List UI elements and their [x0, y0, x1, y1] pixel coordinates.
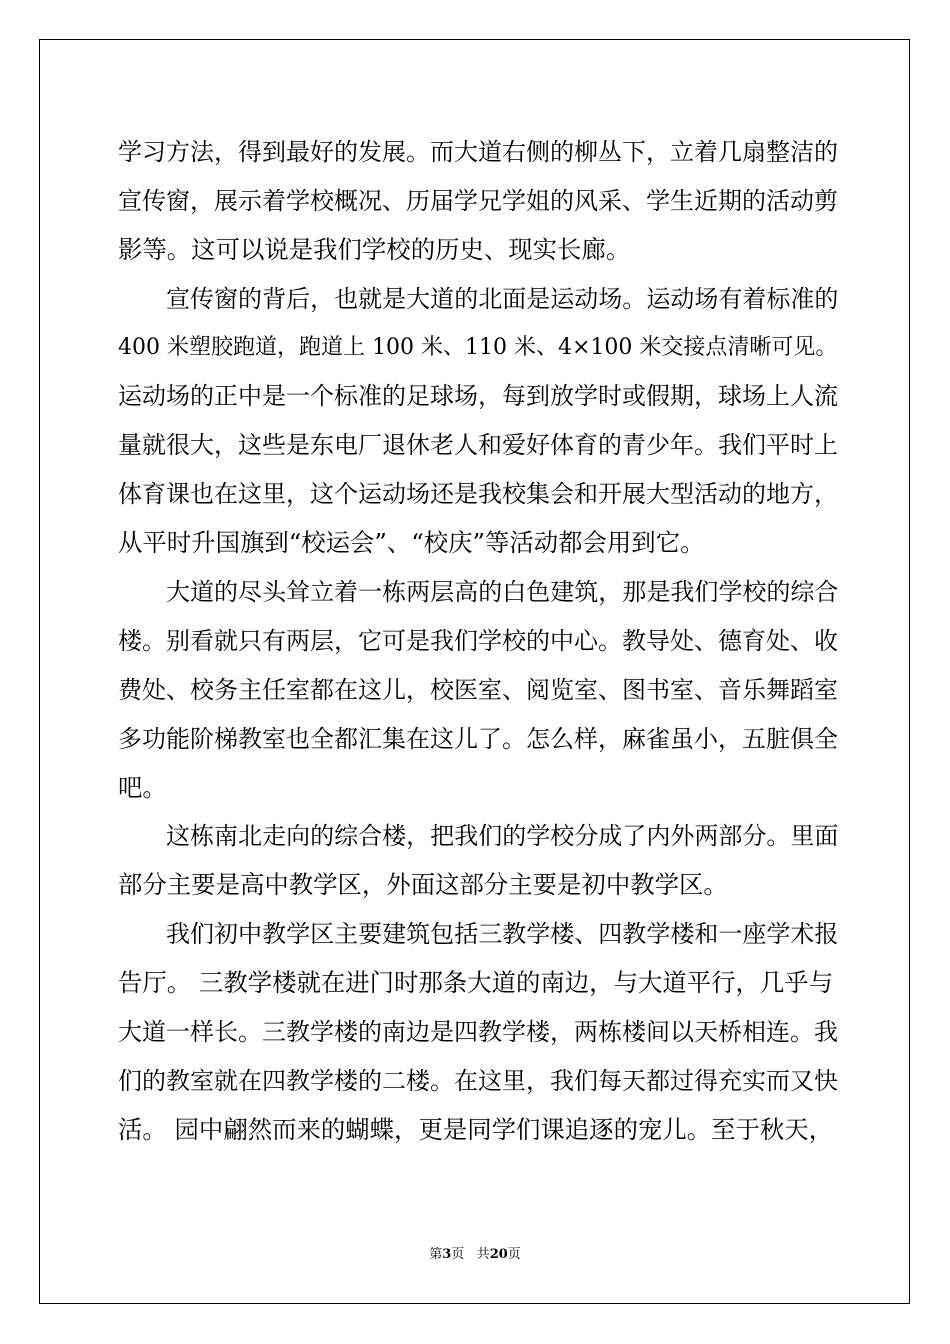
text-line: 宣传窗的背后，也就是大道的北面是运动场。运动场有着标准的 — [166, 284, 839, 313]
text-line: 量就很大，这些是东电厂退休老人和爱好体育的青少年。我们平时上 — [118, 431, 838, 460]
text-line: 吧。 — [118, 772, 167, 802]
text-line: 运动场的正中是一个标准的足球场，每到放学时或假期，球场上人流 — [118, 382, 838, 411]
text-line: 们的教室就在四教学楼的二楼。在这里，我们每天都过得充实而又快 — [118, 1066, 838, 1095]
text-line: 我们初中教学区主要建筑包括三教学楼、四教学楼和一座学术报 — [166, 920, 839, 949]
footer-prefix: 第 — [429, 1247, 443, 1262]
text-line: 宣传窗，展示着学校概况、历届学兄学姐的风采、学生近期的活动剪 — [118, 186, 838, 215]
text-line: 影等。这可以说是我们学校的历史、现实长廊。 — [118, 234, 631, 264]
text-line: 部分主要是高中教学区，外面这部分主要是初中教学区。 — [118, 870, 728, 900]
footer-page-suffix: 页 — [451, 1247, 465, 1262]
page-total: 20 — [489, 1247, 508, 1262]
text-line: 活。 园中翩然而来的蝴蝶，更是同学们课追逐的宠儿。至于秋天， — [118, 1114, 834, 1144]
document-body — [118, 128, 838, 1155]
text-line: 楼。别看就只有两层，它可是我们学校的中心。教导处、德育处、收 — [118, 626, 838, 655]
text-line: 从平时升国旗到“校运会”、“校庆”等活动都会用到它。 — [118, 528, 705, 558]
text-line: 400 米塑胶跑道，跑道上 100 米、110 米、4×100 米交接点清晰可见。 — [118, 334, 838, 360]
text-line: 告厅。 三教学楼就在进门时那条大道的南边，与大道平行，几乎与 — [118, 968, 834, 998]
text-line: 大道一样长。三教学楼的南边是四教学楼，两栋楼间以天桥相连。我 — [118, 1018, 838, 1047]
text-line: 学习方法，得到最好的发展。而大道右侧的柳丛下，立着几扇整洁的 — [118, 138, 838, 166]
text-line: 体育课也在这里，这个运动场还是我校集会和开展大型活动的地方， — [118, 480, 838, 509]
text-line: 这栋南北走向的综合楼，把我们的学校分成了内外两部分。里面 — [166, 822, 839, 851]
text-line: 大道的尽头耸立着一栋两层高的白色建筑，那是我们学校的综合 — [166, 578, 839, 607]
text-line: 费处、校务主任室都在这儿，校医室、阅览室、图书室、音乐舞蹈室 — [118, 675, 838, 704]
page-current: 3 — [442, 1247, 452, 1262]
footer-total-prefix: 共 — [476, 1247, 490, 1262]
footer-total-suffix: 页 — [507, 1247, 521, 1262]
page-footer — [0, 1243, 950, 1262]
text-line: 多功能阶梯教室也全都汇集在这儿了。怎么样，麻雀虽小，五脏俱全 — [118, 724, 838, 753]
